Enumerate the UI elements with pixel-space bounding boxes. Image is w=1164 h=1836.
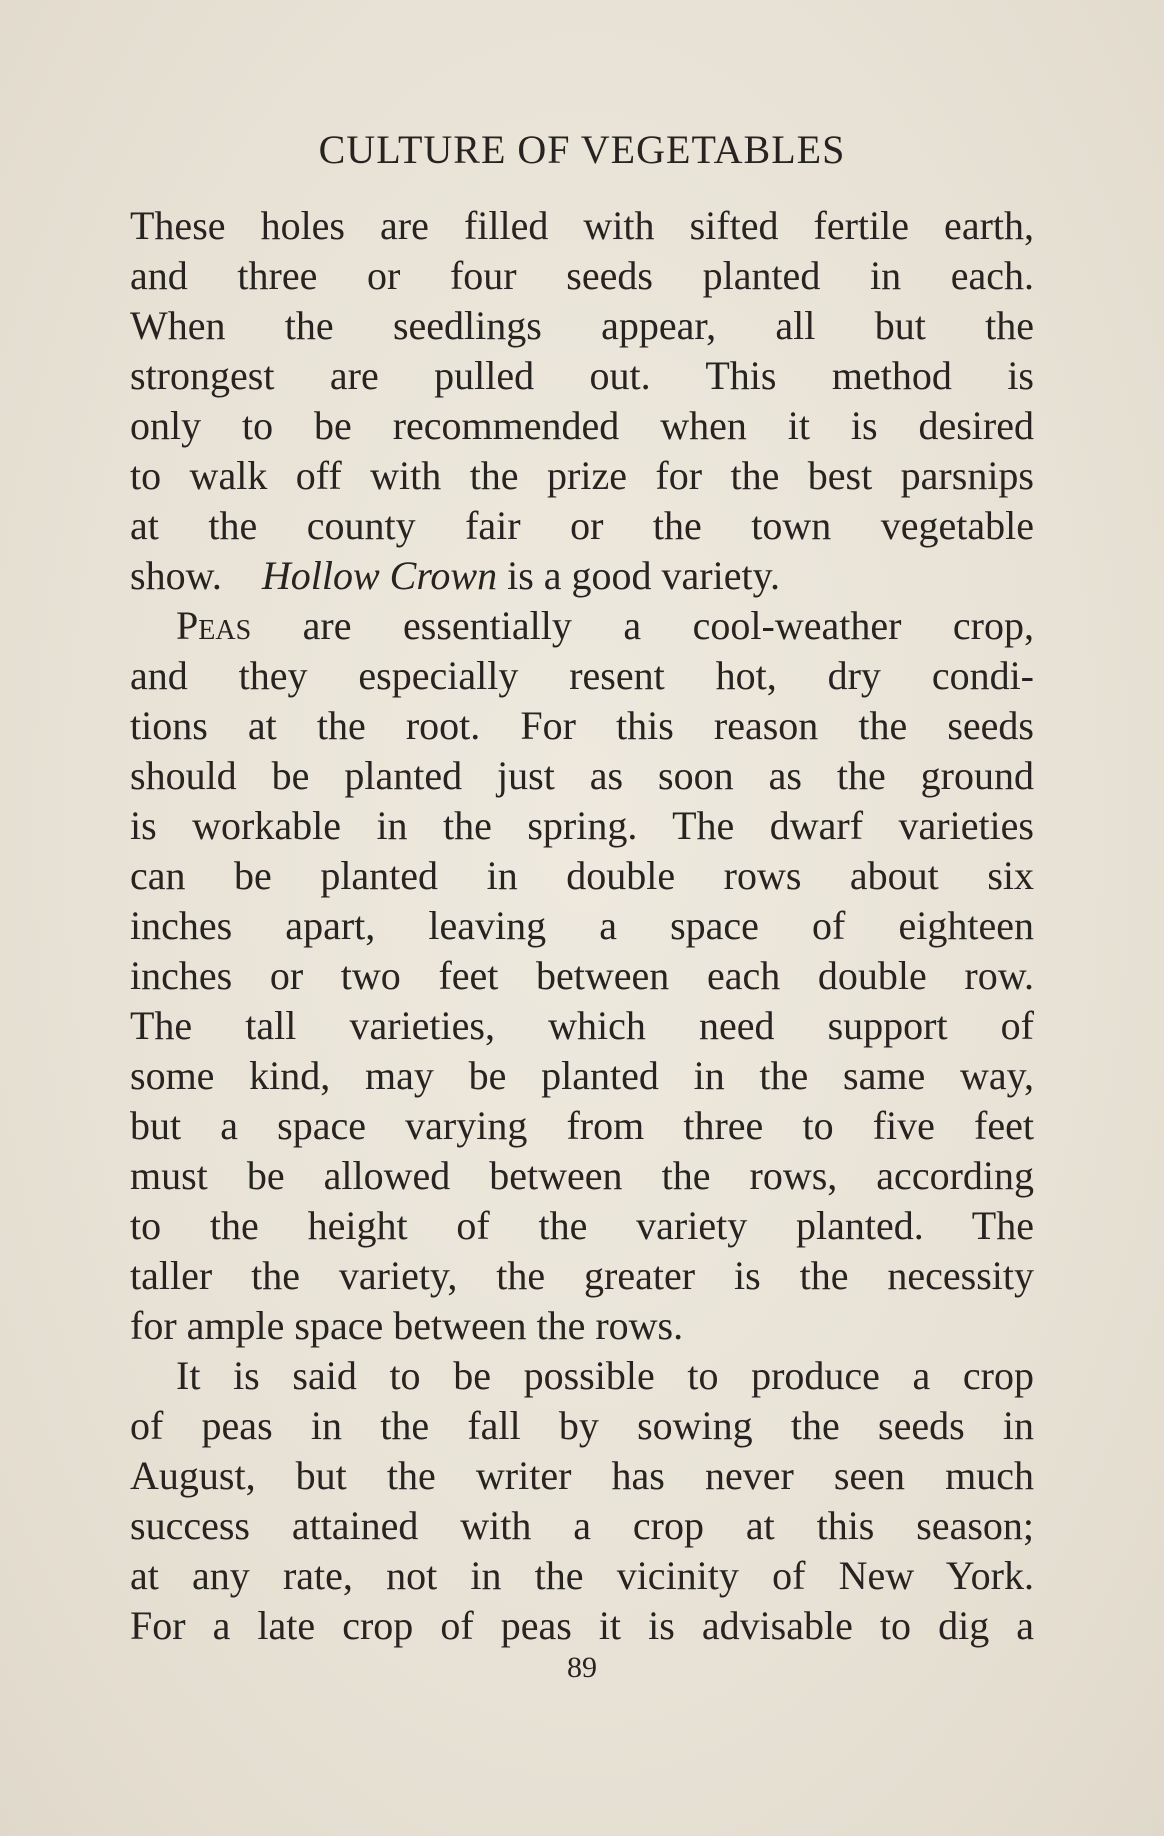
section-lead-word: Peas — [176, 603, 252, 648]
text-line: and three or four seeds planted in each. — [130, 253, 1034, 298]
text-line: is workable in the spring. The dwarf varieties — [130, 803, 1034, 848]
running-head: CULTURE OF VEGETABLES — [318, 127, 846, 172]
text-line: some kind, may be planted in the same way, — [130, 1053, 1034, 1098]
text-line: at any rate, not in the vicinity of New York. — [130, 1553, 1034, 1598]
text-line: only to be recommended when it is desired — [130, 403, 1034, 448]
text-line: at the county fair or the town vegetable — [130, 503, 1034, 548]
text-line: should be planted just as soon as the ground — [130, 753, 1034, 798]
text-line: must be allowed between the rows, according — [130, 1153, 1034, 1198]
text-line: taller the variety, the greater is the necessity — [130, 1253, 1034, 1298]
text-line: strongest are pulled out. This method is — [130, 353, 1034, 398]
text-line: tions at the root. For this reason the seeds — [130, 703, 1034, 748]
text-line: for ample space between the rows. — [130, 1303, 684, 1348]
paragraph-start — [130, 601, 1034, 651]
variety-name: Hollow Crown — [261, 553, 498, 598]
text-line: can be planted in double rows about six — [130, 853, 1034, 898]
text-line: inches apart, leaving a space of eighteen — [130, 903, 1034, 948]
text-segment: show. — [130, 553, 222, 598]
text-line: August, but the writer has never seen much — [130, 1453, 1034, 1498]
paragraph-start: It is said to be possible to produce a crop — [176, 1353, 1034, 1398]
text-line: The tall varieties, which need support of — [130, 1003, 1034, 1048]
text-line — [130, 551, 1034, 601]
text-line: For a late crop of peas it is advisable to dig a — [130, 1603, 1034, 1648]
text-line: success attained with a crop at this season; — [130, 1503, 1034, 1548]
page-number: 89 — [567, 1651, 597, 1684]
body-text — [130, 201, 1034, 1651]
text-line: of peas in the fall by sowing the seeds in — [130, 1403, 1034, 1448]
text-line: but a space varying from three to five feet — [130, 1103, 1034, 1148]
text-line: to walk off with the prize for the best parsnips — [130, 453, 1034, 498]
text-line: to the height of the variety planted. The — [130, 1203, 1034, 1248]
text-line: These holes are filled with sifted fertile earth, — [130, 203, 1034, 248]
text-line: When the seedlings appear, all but the — [130, 303, 1034, 348]
text-line: and they especially resent hot, dry condi- — [130, 653, 1034, 698]
text-segment: is a good variety. — [507, 553, 780, 598]
text-segment: are essentially a cool-weather crop, — [302, 603, 1034, 648]
text-line: inches or two feet between each double row. — [130, 953, 1034, 998]
